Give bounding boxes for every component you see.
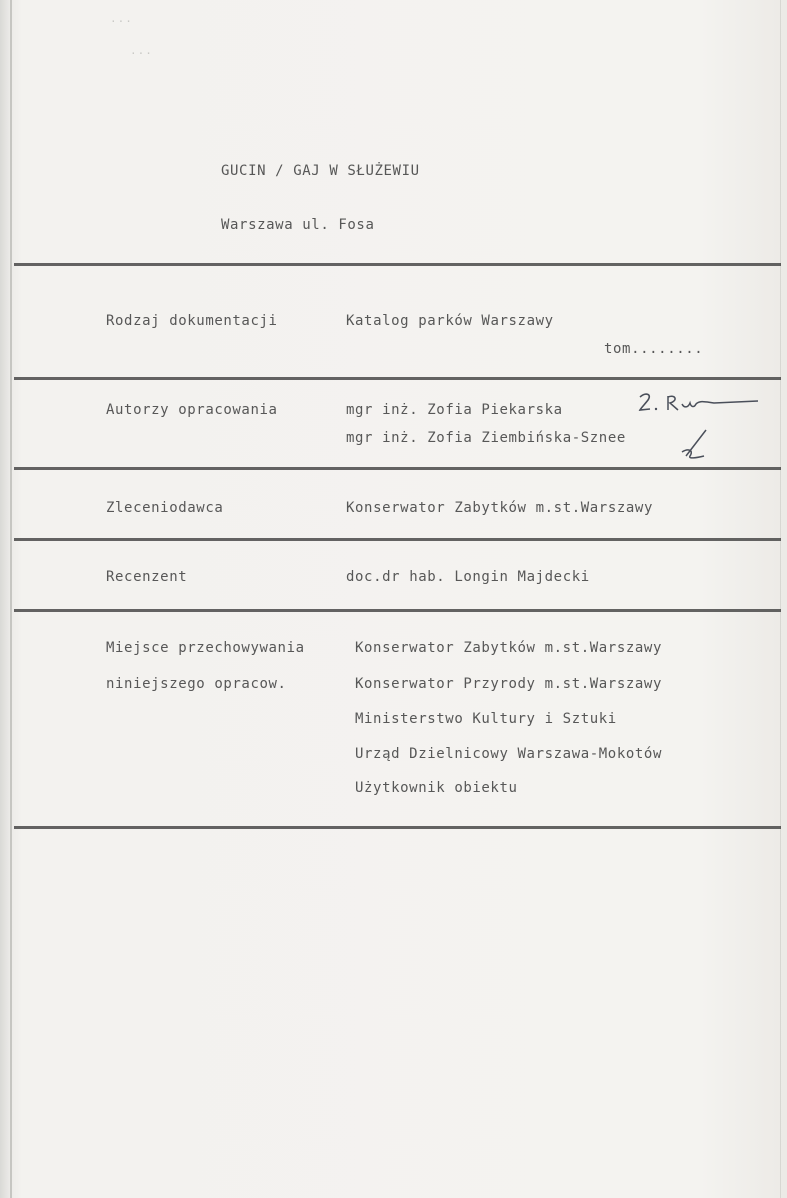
- bleed-through-text: ...: [130, 44, 153, 57]
- divider: [14, 538, 781, 541]
- document-title: GUCIN / GAJ W SŁUŻEWIU: [221, 163, 420, 179]
- field-value-reviewer: doc.dr hab. Longin Majdecki: [346, 569, 590, 585]
- field-value-documentation-type: Katalog parków Warszawy: [346, 313, 554, 329]
- document-location: Warszawa ul. Fosa: [221, 217, 375, 233]
- field-value-author-1: mgr inż. Zofia Piekarska: [346, 402, 563, 418]
- field-value-storage-4: Urząd Dzielnicowy Warszawa-Mokotów: [355, 746, 662, 762]
- divider: [14, 263, 781, 266]
- page-edge-right: [780, 0, 781, 1198]
- field-label-storage-location-cont: niniejszego opracow.: [106, 676, 287, 692]
- field-value-storage-5: Użytkownik obiektu: [355, 780, 518, 796]
- handwritten-initial-mark: [676, 426, 712, 466]
- field-label-documentation-type: Rodzaj dokumentacji: [106, 313, 278, 329]
- field-label-authors: Autorzy opracowania: [106, 402, 278, 418]
- page-edge-left: [10, 0, 12, 1198]
- divider: [14, 377, 781, 380]
- field-label-reviewer: Recenzent: [106, 569, 188, 585]
- field-value-commissioner: Konserwator Zabytków m.st.Warszawy: [346, 500, 653, 516]
- divider: [14, 609, 781, 612]
- field-value-author-2: mgr inż. Zofia Ziembińska-Sznee: [346, 430, 626, 446]
- field-label-storage-location: Miejsce przechowywania: [106, 640, 305, 656]
- divider: [14, 467, 781, 470]
- bleed-through-text: ...: [110, 12, 133, 25]
- divider: [14, 826, 781, 829]
- field-value-storage-1: Konserwator Zabytków m.st.Warszawy: [355, 640, 662, 656]
- handwritten-initials-signature: [636, 388, 766, 418]
- field-value-storage-3: Ministerstwo Kultury i Sztuki: [355, 711, 617, 727]
- field-value-storage-2: Konserwator Przyrody m.st.Warszawy: [355, 676, 662, 692]
- field-value-volume: tom........: [604, 341, 704, 357]
- field-label-commissioner: Zleceniodawca: [106, 500, 224, 516]
